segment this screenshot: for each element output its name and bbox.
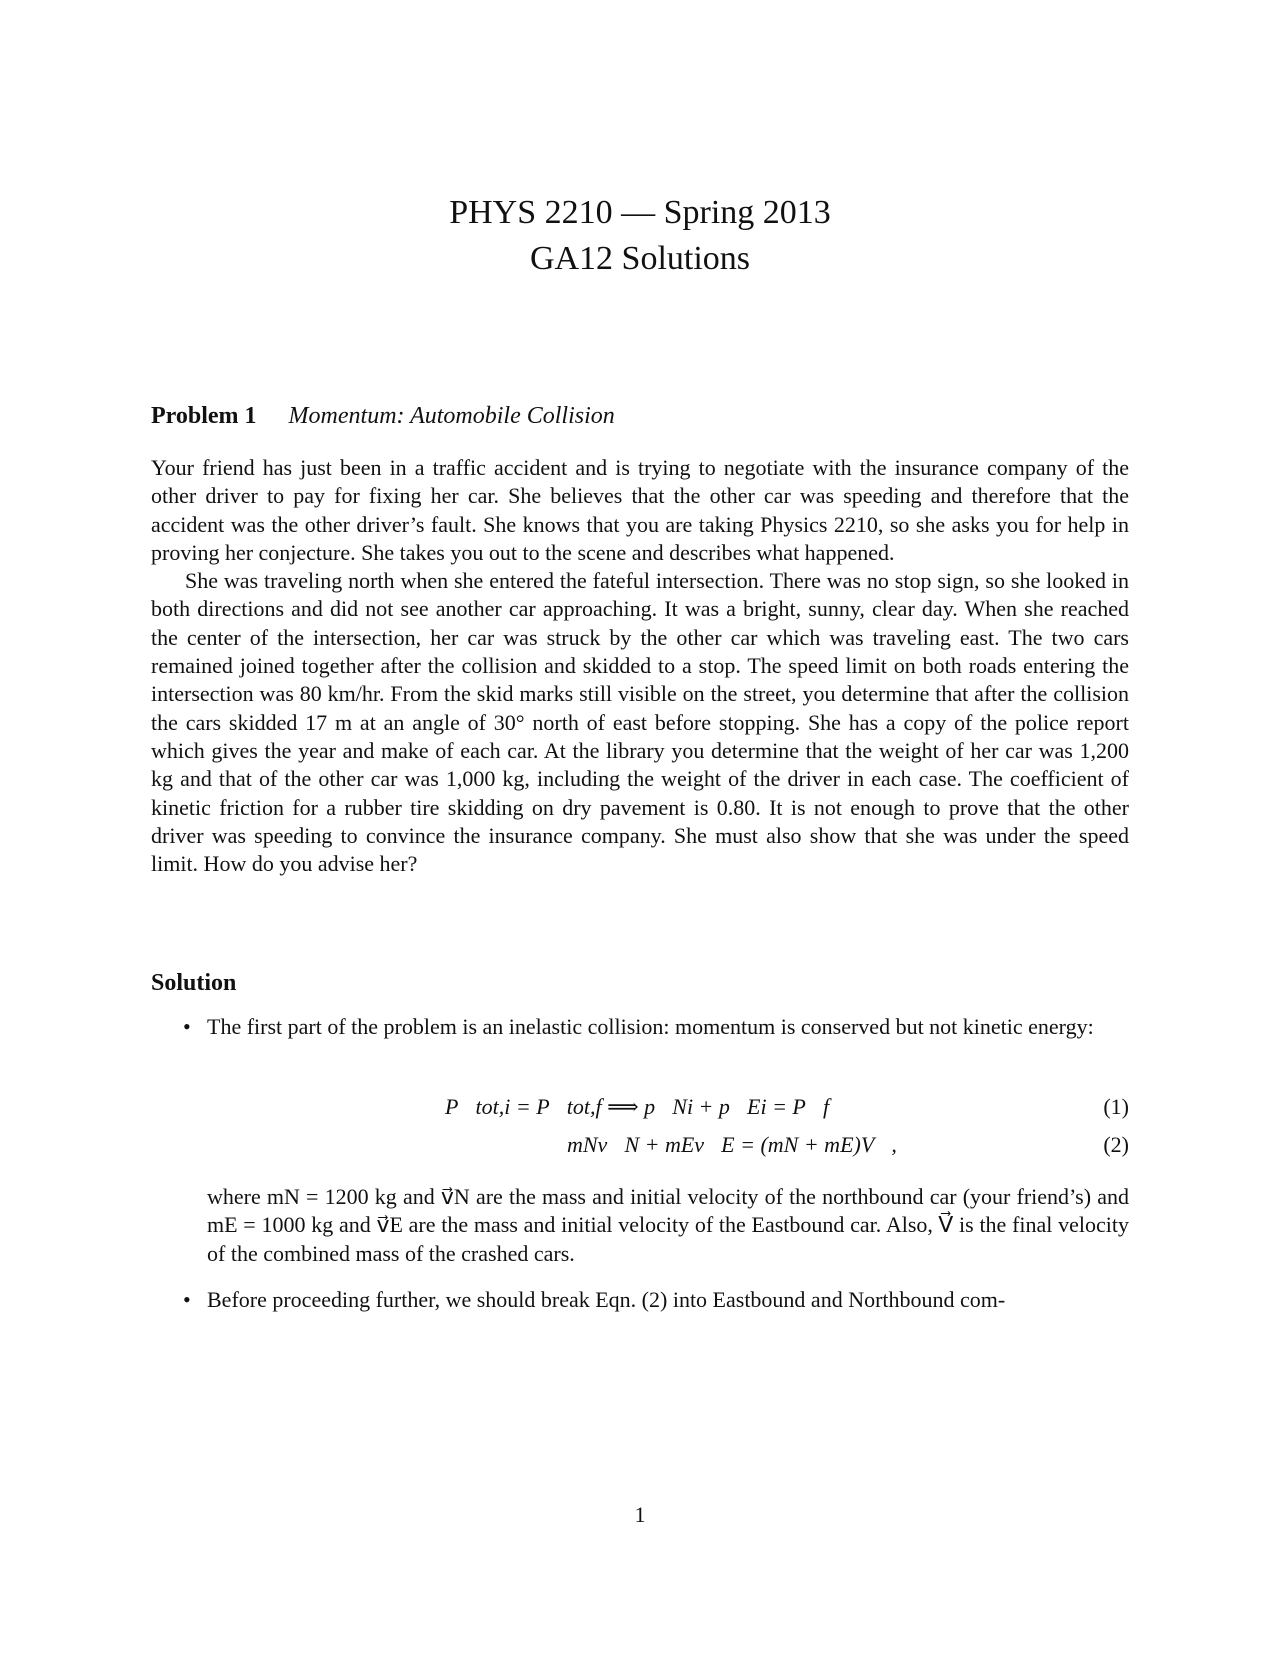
solution-bullet-1 <box>183 1013 1129 1041</box>
problem-heading <box>151 401 615 431</box>
bullet-marker: • <box>183 1014 191 1039</box>
equation-2 <box>207 1128 1129 1162</box>
problem-statement <box>151 454 1129 878</box>
bullet-2-text: Before proceeding further, we should break Eqn. (2) into Eastbound and Northbound com- <box>207 1287 1006 1312</box>
problem-paragraph-2: She was traveling north when she entered the fateful intersection. There was no stop sign, so she looked in both directions and did not see another car approaching. It was a bright, sunny, clear day. When she reached the center of the intersection, her car was struck by the other car which was traveling east. The two cars remained joined together after the collision and skidded to a stop. The speed limit on both roads entering the intersection was 80 km/hr. From the skid marks still visible on the street, you determine that after the collision the cars skidded 17 m at an angle of 30° north of east before stopping. She has a copy of the police report which gives the year and make of each car. At the library you determine that the weight of her car was 1,200 kg and that of the other car was 1,000 kg, including the weight of the driver in each case. The coefficient of kinetic friction for a rubber tire skidding on dry pavement is 0.80. It is not enough to prove that the other driver was speeding to convince the insurance company. She must also show that she was under the speed limit. How do you advise her? <box>151 568 1129 877</box>
course-line: PHYS 2210 — Spring 2013 <box>449 194 831 231</box>
solution-heading: Solution <box>151 970 237 996</box>
bullet-marker: • <box>183 1287 191 1312</box>
problem-topic: Momentum: Automobile Collision <box>288 403 615 429</box>
equation-1-number: (1) <box>1103 1094 1129 1119</box>
problem-paragraph-1: Your friend has just been in a traffic accident and is trying to negotiate with the insurance company of the other driver to pay for fixing her car. She believes that the other car was speeding and therefore that the accident was the other driver’s fault. She knows that you are taking Physics 2210, so she asks you for help in proving her conjecture. She takes you out to the scene and describes what happened. <box>151 455 1129 565</box>
document-title <box>0 190 1280 282</box>
bullet-1-cont-text: where mN = 1200 kg and v⃗N are the mass and initial velocity of the northbound car (your friend’s) and mE = 1000 kg and v⃗E are the mass and initial velocity of the Eastbound car. Also, V⃗ is the final velocity of the combined mass of the crashed cars. <box>207 1184 1129 1266</box>
solution-bullet-1-continuation <box>207 1183 1129 1268</box>
bullet-1-text: The first part of the problem is an inelastic collision: momentum is conserved but not kinetic energy: <box>207 1014 1094 1039</box>
equation-1-math: P⃗tot,i = P⃗tot,f ⟹ p⃗Ni + p⃗Ei = P⃗f <box>445 1094 830 1119</box>
equation-1 <box>207 1090 1129 1124</box>
assignment-line: GA12 Solutions <box>529 240 751 277</box>
solution-bullet-2 <box>183 1286 1129 1314</box>
problem-label: Problem 1 <box>151 403 257 429</box>
page-number: 1 <box>634 1502 646 1527</box>
equation-2-number: (2) <box>1103 1132 1129 1157</box>
equation-2-math: mNv⃗N + mEv⃗E = (mN + mE)V⃗, <box>567 1132 897 1157</box>
